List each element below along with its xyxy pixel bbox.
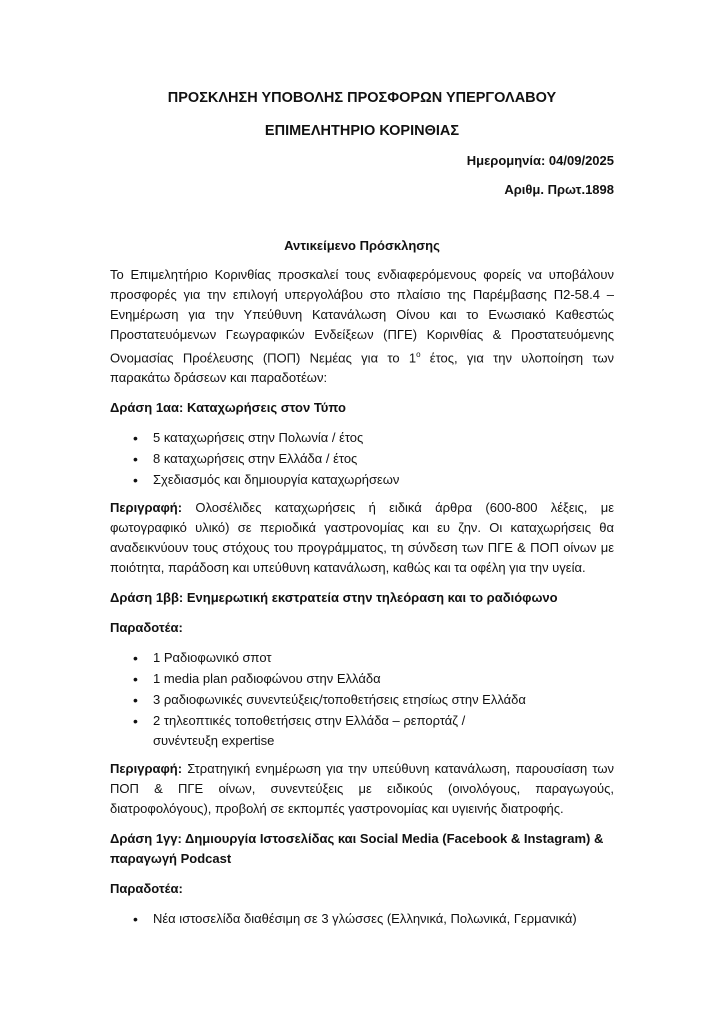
list-item: • 8 καταχωρήσεις στην Ελλάδα / έτος	[153, 449, 614, 469]
protocol-number: Αριθμ. Πρωτ.1898	[504, 182, 614, 197]
document-title: ΠΡΟΣΚΛΗΣΗ ΥΠΟΒΟΛΗΣ ΠΡΟΣΦΟΡΩΝ ΥΠΕΡΓΟΛΑΒΟΥ	[167, 90, 557, 106]
list-item: • 5 καταχωρήσεις στην Πολωνία / έτος	[153, 428, 614, 448]
list-item: • 3 ραδιοφωνικές συνεντεύξεις/τοποθετήσεις ετησίως στην Ελλάδα	[153, 690, 614, 710]
ordinal-superscript: ο	[416, 350, 421, 359]
description-label: Περιγραφή:	[110, 761, 183, 777]
action-1-description: Περιγραφή: Ολοσέλιδες καταχωρήσεις ή ειδικά άρθρα (600-800 λέξεις, με φωτογραφικό υλικό) σε περιοδικά γαστρονομίας και ευ ζην. Οι καταχωρήσεις θα αναδεικνύουν τους στόχους του προγράμματος, τη σύνδεση των ΠΓΕ & ΠΟΠ οίνων με ποιότητα, παράδοση και υπεύθυνη κατανάλωση, καθώς και τα οφέλη για την υγεία.	[110, 500, 614, 576]
list-item: • 1 media plan ραδιοφώνου στην Ελλάδα	[153, 669, 614, 689]
deliverables-label: Παραδοτέα:	[110, 881, 183, 897]
action-3-heading: Δράση 1γγ: Δημιουργία Ιστοσελίδας και Social Media (Facebook & Instagram) & παραγωγή Podcast	[110, 831, 604, 867]
description-label: Περιγραφή:	[110, 500, 183, 516]
list-item: • Νέα ιστοσελίδα διαθέσιμη σε 3 γλώσσες (Ελληνικά, Πολωνικά, Γερμανικά)	[153, 909, 614, 929]
action-3-list	[110, 909, 614, 929]
action-2-heading: Δράση 1ββ: Ενημερωτική εκστρατεία στην τηλεόραση και το ραδιόφωνο	[110, 590, 558, 606]
action-1-list	[110, 428, 614, 490]
document-body	[110, 236, 614, 937]
deliverables-label: Παραδοτέα:	[110, 620, 183, 636]
subject-heading: Αντικείμενο Πρόσκλησης	[284, 238, 440, 253]
action-1-heading: Δράση 1αα: Καταχωρήσεις στον Τύπο	[110, 400, 346, 416]
list-item: • 2 τηλεοπτικές τοποθετήσεις στην Ελλάδα – ρεπορτάζ / συνέντευξη expertise	[153, 711, 614, 751]
action-2-description: Περιγραφή: Στρατηγική ενημέρωση για την υπεύθυνη κατανάλωση, παρουσίαση των ΠΟΠ & ΠΓΕ οίνων, συνεντεύξεις με ειδικούς (οινολόγους, παραγωγούς, διατροφολόγους), προβολή σε εκπομπές γαστρονομίας και υγιεινής διατροφής.	[110, 761, 614, 817]
organization-title: ΕΠΙΜΕΛΗΤΗΡΙΟ ΚΟΡΙΝΘΙΑΣ	[264, 123, 460, 139]
document-date: Ημερομηνία: 04/09/2025	[466, 153, 614, 168]
action-2-list	[110, 648, 614, 751]
list-item: • 1 Ραδιοφωνικό σποτ	[153, 648, 614, 668]
intro-paragraph: Το Επιμελητήριο Κορινθίας προσκαλεί τους ενδιαφερόμενους φορείς να υποβάλουν προσφορές για την επιλογή υπεργολάβου στο πλαίσιο της Παρέμβασης Π2-58.4 – Ενημέρωση για την Υπεύθυνη Κατανάλωση Οίνου και το Ενωσιακό Καθεστώς Προστατευόμενων Γεωγραφικών Ενδείξεων (ΠΓΕ) Κορινθίας & Προστατευόμενης Ονομασίας Προέλευσης (ΠΟΠ) Νεμέας για το $1^o$ έτος, για την υλοποίηση των παρακάτω δράσεων και παραδοτέων:	[110, 267, 614, 386]
list-item: • Σχεδιασμός και δημιουργία καταχωρήσεων	[153, 470, 614, 490]
